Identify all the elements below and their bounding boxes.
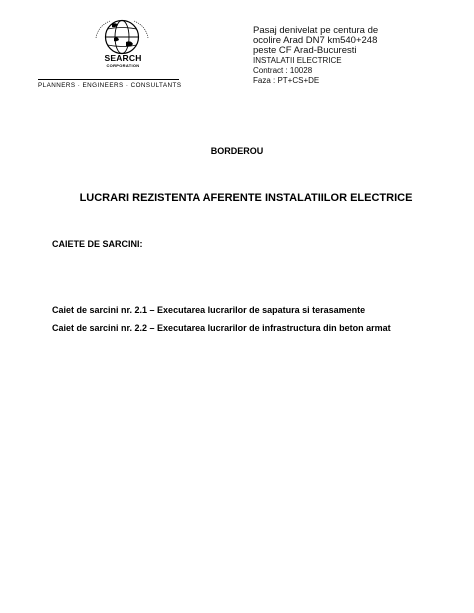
main-title: LUCRARI REZISTENTA AFERENTE INSTALATIILOR ELECTRICE bbox=[79, 192, 413, 204]
document-title: BORDEROU bbox=[210, 146, 264, 156]
project-info-line2: ocolire Arad DN7 km540+248 bbox=[253, 35, 378, 46]
logo-corporation: CORPORATION bbox=[106, 63, 140, 68]
project-info bbox=[253, 26, 378, 86]
section-heading: CAIETE DE SARCINI: bbox=[52, 239, 143, 249]
logo-tagline: PLANNERS · ENGINEERS · CONSULTANTS bbox=[38, 79, 179, 89]
list-item: Caiet de sarcini nr. 2.2 – Executarea lucrarilor de infrastructura din beton armat bbox=[52, 323, 391, 333]
list-item: Caiet de sarcini nr. 2.1 – Executarea lucrarilor de sapatura si terasamente bbox=[52, 305, 366, 315]
project-info-line4: INSTALATII ELECTRICE bbox=[253, 56, 342, 65]
project-info-line3: peste CF Arad-Bucuresti bbox=[253, 45, 357, 56]
project-info-line1: Pasaj denivelat pe centura de bbox=[253, 25, 379, 36]
project-info-phase: Faza : PT+CS+DE bbox=[253, 76, 320, 85]
globe-icon bbox=[90, 18, 154, 56]
project-info-contract: Contract : 10028 bbox=[253, 66, 313, 75]
logo-name: SEARCH bbox=[104, 53, 142, 63]
